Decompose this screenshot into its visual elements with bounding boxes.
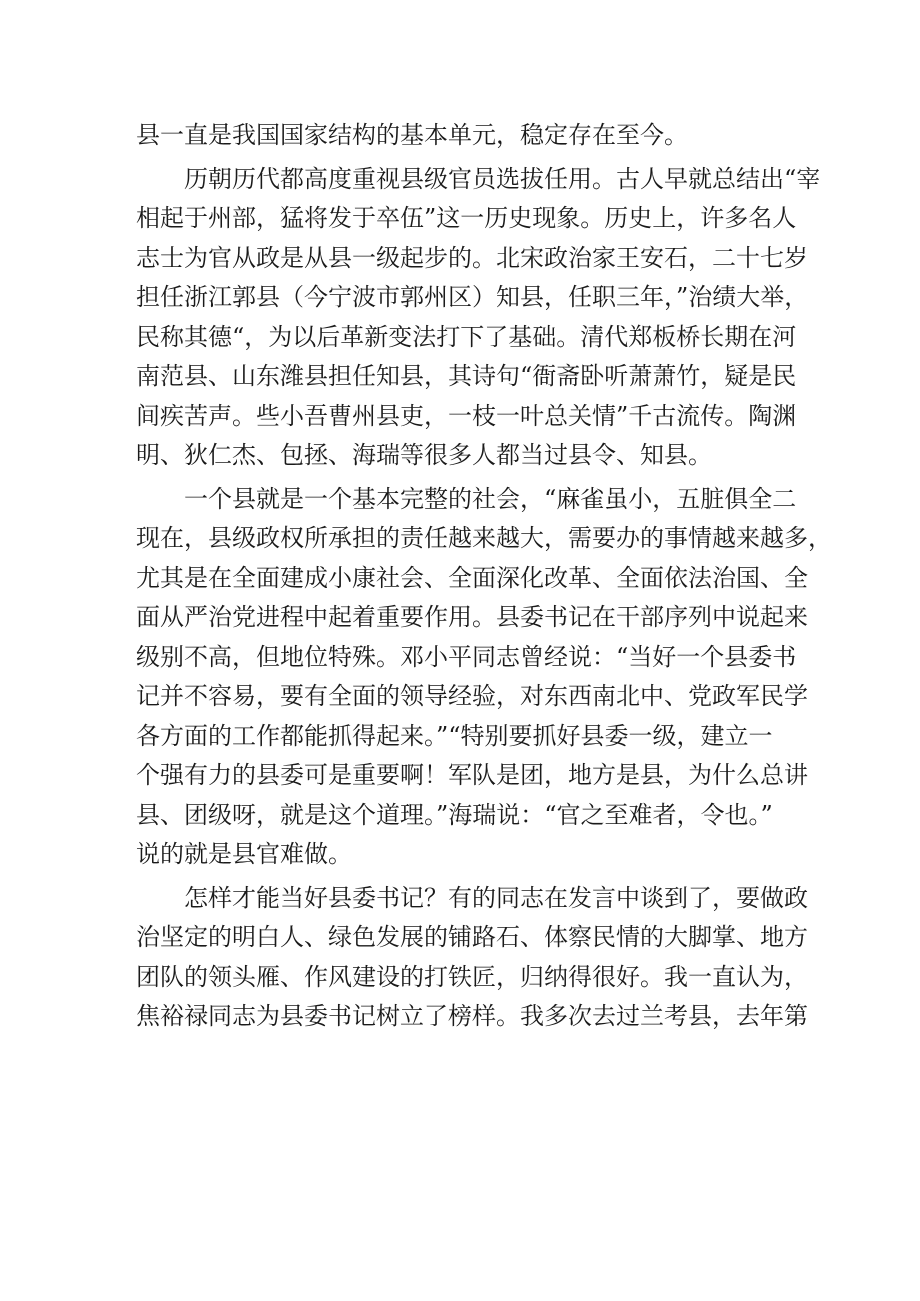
text-line: 历朝历代都高度重视县级官员选拔任用。古人早就总结出“宰 <box>184 164 821 193</box>
text-line: 南范县、山东潍县担任知县，其诗句“衙斋卧听萧萧竹，疑是民 <box>136 362 797 390</box>
text-line: 说的就是县官难做。 <box>136 840 352 868</box>
text-line: 相起于州部，猛将发于卒伍”这一历史现象。历史上，许多名人 <box>136 204 797 232</box>
text-line: 面从严治党进程中起着重要作用。县委书记在干部序列中说起来 <box>136 603 808 631</box>
text-line: 怎样才能当好县委书记？有的同志在发言中谈到了，要做政 <box>184 883 808 912</box>
text-line: 治坚定的明白人、绿色发展的铺路石、体察民情的大脚掌、地方 <box>136 923 808 951</box>
text-line: 个强有力的县委可是重要啊！军队是团，地方是县，为什么总讲 <box>136 761 808 789</box>
text-line: 明、狄仁杰、包拯、海瑞等很多人都当过县令、知县。 <box>136 441 712 469</box>
text-line: 间疾苦声。些小吾曹州县吏，一枝一叶总关情”千古流传。陶渊 <box>136 401 797 430</box>
text-line: 记并不容易，要有全面的领导经验，对东西南北中、党政军民学 <box>136 682 808 710</box>
text-line: 级别不高，但地位特殊。邓小平同志曾经说：“当好一个县委书 <box>136 642 797 671</box>
text-line: 一个县就是一个基本完整的社会，“麻雀虽小，五脏俱全二 <box>184 484 797 513</box>
text-line: 民称其德“，为以后革新变法打下了基础。清代郑板桥长期在河 <box>136 322 797 351</box>
text-line: 县一直是我国国家结构的基本单元，稳定存在至今。 <box>136 121 688 149</box>
text-line: 各方面的工作都能抓得起来。”“特别要抓好县委一级，建立一 <box>136 721 773 750</box>
text-line: 尤其是在全面建成小康社会、全面深化改革、全面依法治国、全 <box>136 563 808 592</box>
text-line: 志士为官从政是从县一级起步的。北宋政治家王安石，二十七岁 <box>136 243 808 272</box>
text-line: 焦裕禄同志为县委书记树立了榜样。我多次去过兰考县，去年第 <box>136 1002 808 1030</box>
text-line: 担任浙江郭县（今宁波市郭州区）知县，任职三年，”治绩大举， <box>136 283 809 311</box>
text-line: 团队的领头雁、作风建设的打铁匠，归纳得很好。我一直认为， <box>136 962 808 991</box>
text-line: 现在，县级政权所承担的责任越来越大，需要办的事情越来越多， <box>136 524 832 552</box>
text-line: 县、团级呀，就是这个道理。”海瑞说：“官之至难者，令也。” <box>136 800 773 829</box>
document-body <box>136 116 832 1037</box>
